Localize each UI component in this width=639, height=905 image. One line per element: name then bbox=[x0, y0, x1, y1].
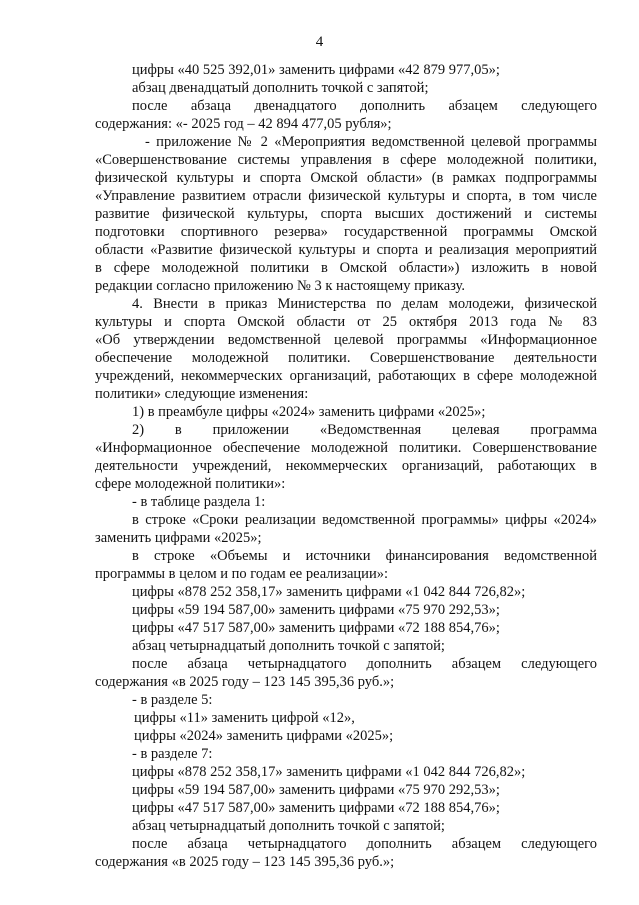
text-line: цифры «878 252 358,17» заменить цифрами «1 042 844 726,82»; bbox=[132, 584, 526, 600]
text-line: деятельности учреждений, некоммерческих организаций, работающих в bbox=[95, 458, 597, 474]
text-line: цифры «59 194 587,00» заменить цифрами «75 970 292,53»; bbox=[132, 782, 500, 798]
text-line: цифры «47 517 587,00» заменить цифрами «72 188 854,76»; bbox=[132, 620, 500, 636]
text-line: абзац четырнадцатый дополнить точкой с запятой; bbox=[132, 638, 445, 654]
text-line: цифры «11» заменить цифрой «12», bbox=[134, 710, 355, 726]
text-line: после абзаца четырнадцатого дополнить абзацем следующего bbox=[132, 656, 597, 672]
text-line: обеспечение молодежной политики. Совершенствование деятельности bbox=[95, 350, 597, 366]
text-line: физической культуры и спорта Омской области» (в рамках подпрограммы bbox=[95, 170, 597, 186]
text-line: политики» следующие изменения: bbox=[95, 386, 309, 402]
text-line: сфере молодежной политики»: bbox=[95, 476, 286, 492]
text-line: «Управление развитием отрасли физической культуры и спорта, в том числе bbox=[95, 188, 597, 204]
text-line: 2) в приложении «Ведомственная целевая программа bbox=[132, 422, 597, 438]
text-line: редакции согласно приложению № 3 к настоящему приказу. bbox=[95, 278, 465, 294]
text-line: «Информационное обеспечение молодежной политики. Совершенствование bbox=[95, 440, 597, 456]
text-line: цифры «40 525 392,01» заменить цифрами «42 879 977,05»; bbox=[132, 62, 500, 78]
text-line: культуры и спорта Омской области от 25 октября 2013 года № 83 bbox=[95, 314, 597, 330]
text-line: цифры «878 252 358,17» заменить цифрами «1 042 844 726,82»; bbox=[132, 764, 526, 780]
text-line: содержания «в 2025 году – 123 145 395,36 руб.»; bbox=[95, 854, 395, 870]
text-line: учреждений, некоммерческих организаций, работающих в сфере молодежной bbox=[95, 368, 597, 384]
text-line: в строке «Сроки реализации ведомственной программы» цифры «2024» bbox=[132, 512, 597, 528]
text-line: в сфере молодежной политики в Омской области») изложить в новой bbox=[95, 260, 597, 276]
text-line: в строке «Объемы и источники финансирования ведомственной bbox=[132, 548, 597, 564]
text-line: - в разделе 5: bbox=[132, 692, 213, 708]
text-line: содержания «в 2025 году – 123 145 395,36 руб.»; bbox=[95, 674, 395, 690]
text-line: «Об утверждении ведомственной целевой программы «Информационное bbox=[95, 332, 597, 348]
text-line: - в разделе 7: bbox=[132, 746, 213, 762]
text-line: абзац четырнадцатый дополнить точкой с запятой; bbox=[132, 818, 445, 834]
text-line: цифры «47 517 587,00» заменить цифрами «72 188 854,76»; bbox=[132, 800, 500, 816]
text-line: - приложение № 2 «Мероприятия ведомственной целевой программы bbox=[145, 134, 597, 150]
text-line: после абзаца четырнадцатого дополнить абзацем следующего bbox=[132, 836, 597, 852]
text-line: области «Развитие физической культуры и спорта и реализация мероприятий bbox=[95, 242, 597, 258]
text-line: после абзаца двенадцатого дополнить абзацем следующего bbox=[132, 98, 597, 114]
text-line: заменить цифрами «2025»; bbox=[95, 530, 262, 546]
text-line: «Совершенствование системы управления в сфере молодежной политики, bbox=[95, 152, 597, 168]
text-line: цифры «2024» заменить цифрами «2025»; bbox=[134, 728, 394, 744]
text-line: - в таблице раздела 1: bbox=[132, 494, 266, 510]
text-line: 1) в преамбуле цифры «2024» заменить цифрами «2025»; bbox=[132, 404, 486, 420]
page-number: 4 bbox=[315, 34, 324, 50]
text-line: цифры «59 194 587,00» заменить цифрами «75 970 292,53»; bbox=[132, 602, 500, 618]
text-line: развитие физической культуры, спорта высших достижений и системы bbox=[95, 206, 597, 222]
text-line: содержания: «- 2025 год – 42 894 477,05 рубля»; bbox=[95, 116, 392, 132]
text-line: подготовки спортивного резерва» государственной программы Омской bbox=[95, 224, 597, 240]
document-body bbox=[95, 61, 597, 871]
text-line: абзац двенадцатый дополнить точкой с запятой; bbox=[132, 80, 429, 96]
text-line: 4. Внести в приказ Министерства по делам молодежи, физической bbox=[132, 296, 597, 312]
text-line: программы в целом и по годам ее реализации»: bbox=[95, 566, 388, 582]
